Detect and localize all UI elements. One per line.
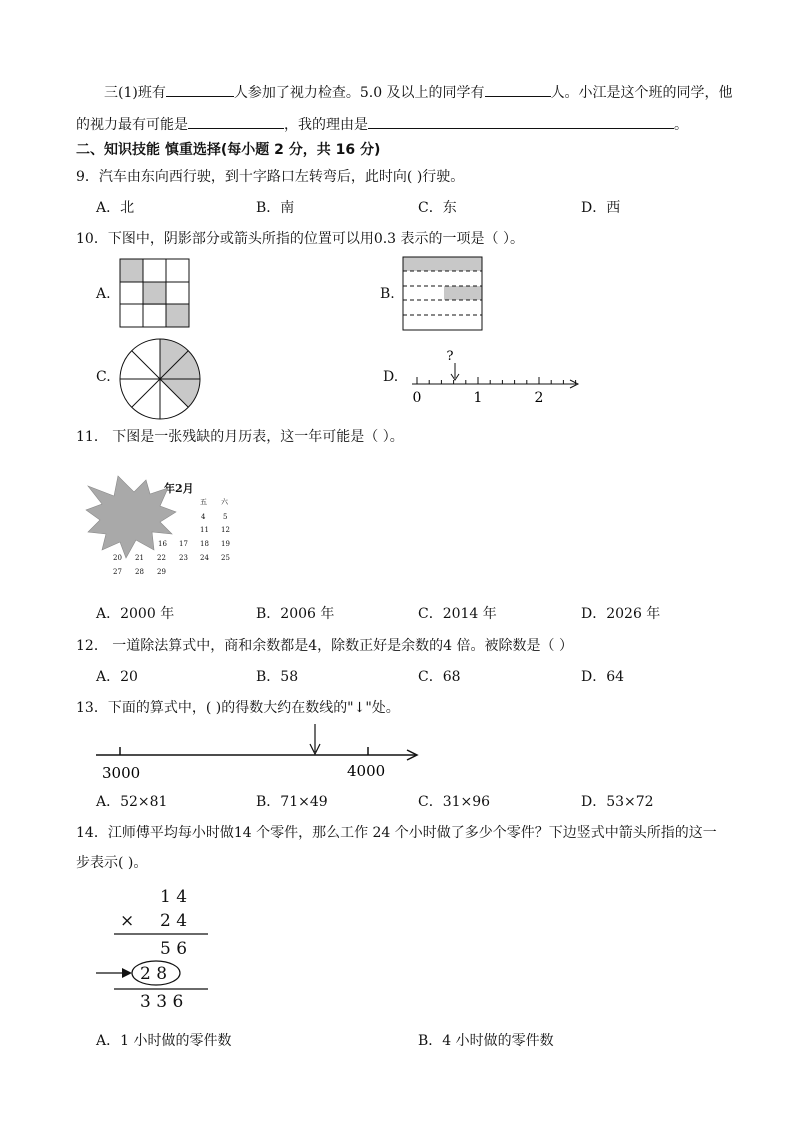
q13-axis-4000: 4000 <box>347 762 386 780</box>
q12-option-b[interactable]: B．58 <box>256 669 299 685</box>
q10-label-d[interactable]: D. <box>383 369 399 385</box>
intro-text-1a: 三(1)班有 <box>104 85 166 101</box>
intro-text-1b: 人参加了视力检查。5.0 及以上的同学有 <box>233 85 485 101</box>
svg-text:4: 4 <box>201 513 206 521</box>
svg-text:11: 11 <box>200 526 209 534</box>
svg-text:25: 25 <box>221 554 230 562</box>
intro-text-2a: 的视力最有可能是 <box>76 117 188 133</box>
q14-text-line2: 步表示( )。 <box>76 855 148 871</box>
q11-option-c[interactable]: C．2014 年 <box>418 606 497 622</box>
q14-option-a[interactable]: A．1 小时做的零件数 <box>96 1033 232 1049</box>
svg-text:17: 17 <box>179 540 188 548</box>
svg-text:18: 18 <box>200 540 209 548</box>
svg-text:5: 5 <box>223 513 228 521</box>
q12-text: 12． 一道除法算式中，商和余数都是4，除数正好是余数的4 倍。被除数是（ ） <box>76 638 573 654</box>
q10-question-mark: ? <box>446 349 454 364</box>
intro-text-2b: ，我的理由是 <box>284 117 368 133</box>
q10-label-a[interactable]: A. <box>96 286 111 302</box>
svg-text:28: 28 <box>135 568 144 576</box>
calc-row2: 2 4 <box>160 911 188 931</box>
q12-option-a[interactable]: A．20 <box>96 669 138 685</box>
q13-option-c[interactable]: C．31×96 <box>418 794 491 810</box>
q13-option-b[interactable]: B．71×49 <box>256 794 328 810</box>
calc-row5: 3 3 6 <box>140 992 184 1012</box>
q9-option-d[interactable]: D．西 <box>581 200 621 216</box>
q14-option-b[interactable]: B．4 小时做的零件数 <box>418 1033 554 1049</box>
q10-figure-a-grid <box>119 258 191 328</box>
q10-figure-d-numberline <box>404 344 584 408</box>
calc-row1: 1 4 <box>160 887 188 907</box>
q9-option-b[interactable]: B．南 <box>256 200 295 216</box>
blank-participants[interactable] <box>166 82 234 97</box>
q10-figure-b-strips <box>402 256 484 332</box>
q10-label-b[interactable]: B. <box>380 286 395 302</box>
q10-tick-0: 0 <box>412 390 422 406</box>
q11-option-d[interactable]: D．2026 年 <box>581 606 661 622</box>
q11-option-b[interactable]: B．2006 年 <box>256 606 335 622</box>
q11-torn-calendar <box>84 470 244 582</box>
svg-text:29: 29 <box>157 568 166 576</box>
svg-text:12: 12 <box>221 526 230 534</box>
q12-option-d[interactable]: D．64 <box>581 669 625 685</box>
intro-text-1c: 人。小江是这个班的同学，他 <box>550 85 733 101</box>
svg-text:16: 16 <box>158 540 167 548</box>
q9-option-c[interactable]: C．东 <box>418 200 457 216</box>
q14-vertical-multiplication <box>92 882 222 1014</box>
svg-text:23: 23 <box>179 554 188 562</box>
svg-text:22: 22 <box>157 554 166 562</box>
q13-option-a[interactable]: A．52×81 <box>96 794 168 810</box>
calendar-day-fri: 五 <box>200 498 207 506</box>
intro-text-2c: 。 <box>674 117 688 133</box>
q10-figure-c-circle <box>118 337 202 421</box>
svg-text:24: 24 <box>200 554 209 562</box>
blank-vision-value[interactable] <box>188 114 284 129</box>
intro-line-2 <box>76 114 688 134</box>
q9-option-a[interactable]: A．北 <box>96 200 135 216</box>
svg-text:21: 21 <box>135 554 144 562</box>
calc-times: × <box>120 911 135 931</box>
q13-numberline <box>94 722 424 784</box>
calc-row4: 2 8 <box>140 964 168 984</box>
calendar-header: 年2月 <box>164 482 194 495</box>
intro-line-1 <box>104 82 733 102</box>
q13-option-d[interactable]: D．53×72 <box>581 794 654 810</box>
q10-tick-1: 1 <box>473 390 483 406</box>
blank-good-vision[interactable] <box>485 82 551 97</box>
svg-text:19: 19 <box>221 540 230 548</box>
q12-option-c[interactable]: C．68 <box>418 669 461 685</box>
calc-row3: 5 6 <box>160 939 188 959</box>
q10-text: 10．下图中，阴影部分或箭头所指的位置可以用0.3 表示的一项是（ ）。 <box>76 231 524 247</box>
q13-axis-3000: 3000 <box>102 764 141 782</box>
q11-option-a[interactable]: A．2000 年 <box>96 606 175 622</box>
q10-label-c[interactable]: C. <box>96 369 111 385</box>
q14-text-line1: 14．江师傅平均每小时做14 个零件，那么工作 24 个小时做了多少个零件？下边竖式中箭头所指的这一 <box>76 825 717 841</box>
svg-text:20: 20 <box>113 554 122 562</box>
section-title: 二、知识技能 慎重选择(每小题 2 分，共 16 分) <box>76 142 381 158</box>
q11-text: 11． 下图是一张残缺的月历表，这一年可能是（ ）。 <box>76 429 404 445</box>
blank-reason[interactable] <box>368 114 674 129</box>
q10-tick-2: 2 <box>534 390 544 406</box>
q9-text: 9．汽车由东向西行驶，到十字路口左转弯后，此时向( )行驶。 <box>76 169 465 185</box>
q13-text: 13．下面的算式中，( )的得数大约在数线的"↓"处。 <box>76 700 400 716</box>
svg-text:27: 27 <box>113 568 122 576</box>
calendar-day-sat: 六 <box>221 498 228 506</box>
